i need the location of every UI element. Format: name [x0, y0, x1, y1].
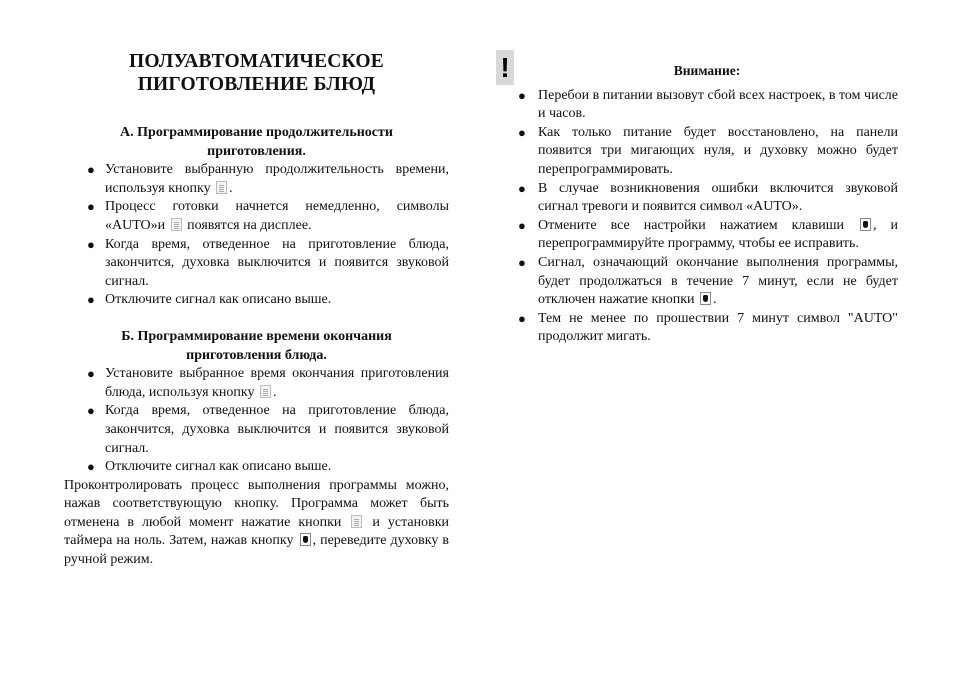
bullet-icon: ● — [518, 87, 526, 103]
closing-text-1: Проконтролировать процесс выполнения программы можно, нажав соответствующую кнопку. Программа может быть отменена в любой момент нажатие кнопки — [64, 477, 449, 530]
item-text: В случае возникновения ошибки включится звуковой сигнал тревоги и появится символ «AUTO». — [538, 180, 898, 215]
hand-button-icon — [860, 218, 871, 231]
section-a-list — [64, 161, 449, 310]
item-text: Отмените все настройки нажатием клавиши — [538, 217, 845, 233]
list-item — [64, 402, 449, 458]
item-text: Отключите сигнал как описано выше. — [105, 459, 332, 475]
list-item — [516, 87, 898, 124]
item-text-end: . — [229, 180, 233, 196]
section-b-heading-line-1: Б. Программирование времени окончания — [121, 328, 392, 344]
warning-icon: ! — [496, 50, 514, 85]
list-item — [516, 124, 898, 180]
hand-button-icon — [700, 292, 711, 305]
closing-text-3: , переведите духовку в ручной режим. — [64, 533, 449, 568]
title-line-2: ПИГОТОВЛЕНИЕ БЛЮД — [137, 74, 376, 95]
left-column — [64, 50, 449, 570]
item-text: Установите выбранную продолжительность времени, используя кнопку — [105, 162, 449, 196]
item-text-end: . — [272, 384, 277, 400]
bullet-icon: ● — [87, 366, 95, 382]
list-item — [64, 161, 449, 198]
list-item — [64, 365, 449, 402]
title-line-1: ПОЛУАВТОМАТИЧЕСКОЕ — [128, 51, 384, 72]
closing-paragraph — [64, 477, 449, 570]
item-text: Перебои в питании вызовут сбой всех настроек, в том числе и часов. — [538, 87, 898, 122]
item-text: Как только питание будет восстановлено, на панели появится три мигающих нуля, и духовку можно будет перепрограммировать. — [538, 124, 898, 177]
bullet-icon: ● — [87, 459, 95, 475]
section-b-list — [64, 365, 449, 477]
bullet-icon: ● — [87, 403, 95, 419]
item-text-end: появятся на дисплее. — [183, 217, 312, 233]
bullet-icon: ● — [518, 310, 526, 326]
bullet-icon: ● — [87, 292, 95, 308]
item-text-end: . — [713, 292, 717, 308]
attention-heading: Внимание: — [673, 63, 741, 78]
item-text: Когда время, отведенное на приготовление блюда, закончится, духовка выключится и появится звуковой сигнал. — [105, 403, 449, 456]
section-a-heading-line-2: приготовления. — [207, 143, 306, 159]
bullet-icon: ● — [518, 124, 526, 140]
clock-button-icon — [260, 385, 271, 398]
item-text: Установите выбранное время окончания приготовления блюда, используя кнопку — [105, 366, 449, 400]
list-item — [64, 291, 449, 310]
bullet-icon: ● — [87, 162, 95, 178]
item-text: Когда время, отведенное на приготовление блюда, закончится, духовка выключится и появится звуковой сигнал. — [105, 236, 449, 289]
hand-button-icon — [300, 533, 311, 546]
bullet-icon: ● — [87, 199, 95, 215]
section-b-heading-line-2: приготовления блюда. — [186, 347, 327, 363]
bullet-icon: ● — [518, 217, 526, 233]
section-a-heading-line-1: А. Программирование продолжительности — [120, 125, 393, 140]
item-text: Процесс готовки начнется немедленно, символы «AUTO»и — [105, 199, 449, 233]
list-item — [64, 458, 449, 477]
section-a-heading — [64, 124, 449, 161]
bullet-icon: ● — [518, 180, 526, 196]
item-text-end: , и перепрограммируйте программу, чтобы ее исправить. — [538, 217, 899, 252]
page-title — [64, 50, 449, 96]
item-text: Сигнал, означающий окончание выполнения программы, будет продолжаться в течение 7 минут, если не будет отключен нажатие кнопки — [538, 254, 898, 308]
item-text: Отключите сигнал как описано выше. — [105, 292, 332, 308]
list-item — [516, 254, 898, 310]
list-item — [516, 310, 898, 347]
clock-button-icon — [216, 181, 227, 194]
right-column — [516, 62, 898, 347]
list-item — [64, 198, 449, 235]
list-item — [64, 236, 449, 292]
bullet-icon: ● — [87, 236, 95, 252]
section-b-heading — [64, 328, 449, 365]
bullet-icon: ● — [518, 254, 526, 270]
clock-button-icon — [171, 218, 182, 231]
list-item — [516, 217, 898, 254]
item-text: Тем не менее по прошествии 7 минут символ "AUTO" продолжит мигать. — [538, 310, 898, 345]
list-item — [516, 180, 898, 217]
clock-button-icon — [351, 515, 362, 528]
closing-text-2: и установки таймера на ноль. Затем, нажав кнопку — [64, 514, 449, 549]
attention-list — [516, 87, 898, 347]
